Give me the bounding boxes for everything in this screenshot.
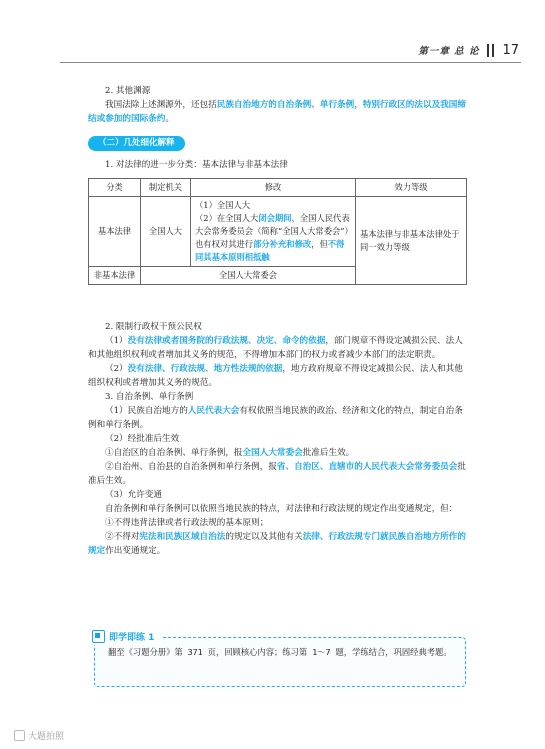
- paragraph: [88, 98, 466, 126]
- table-cell: 非基本法律: [89, 267, 141, 285]
- section-other-sources: [88, 84, 466, 126]
- highlight-text: 不得同其基本原则相抵触: [195, 239, 345, 262]
- table-cell: 基本法律: [89, 197, 141, 267]
- column-header: 制定机关: [141, 179, 191, 197]
- subheading: 1. 对法律的进一步分类：基本法律与非基本法律: [105, 160, 288, 170]
- text: （1）民族自治地方的: [105, 406, 188, 416]
- highlight-text: 全国人大常委会: [242, 448, 303, 458]
- paragraph: [88, 404, 466, 432]
- watermark: [14, 729, 64, 742]
- practice-box: [88, 628, 468, 688]
- text: ，地方政府规章不得设定减损公民、法人和其他组织权利或者增加其义务的规范。: [88, 364, 463, 388]
- highlight-text: 省、自治区、直辖市的人民代表大会常务委员会: [276, 462, 458, 472]
- text: ，全国人民代表大会常务委员会（简称“全国人大常委会”）也有权对其进行: [195, 213, 350, 249]
- paragraph: 自治条例和单行条例可以依照当地民族的特点，对法律和行政法规的规定作出变通规定，但：: [105, 504, 458, 514]
- header-divider: [487, 44, 489, 57]
- highlight-text: 民族自治地方的自治条例、单行条例，特别行政区的法以及我国缔结或参加的国际条约: [88, 100, 466, 124]
- table-cell: 全国人大常委会: [141, 267, 356, 285]
- text: ①自治区的自治条例、单行条例，报: [105, 448, 243, 458]
- highlight-text: 闭会期间: [258, 213, 292, 223]
- column-header: 分类: [89, 179, 141, 197]
- subheading: 2. 限制行政权干预公民权: [105, 322, 202, 332]
- cell-line: [195, 212, 351, 264]
- table-row: [89, 197, 467, 267]
- practice-text: 翻至《习题分册》第 371 页，回顾核心内容；练习第 1～7 题，学练结合，巩固经典考题。: [108, 647, 452, 657]
- highlight-text: 宪法和民族区域自治法: [139, 532, 226, 542]
- paragraph: （3）允许变通: [105, 490, 163, 500]
- watermark-text: 大题拍照: [28, 732, 65, 742]
- header-rule: [60, 62, 521, 63]
- practice-icon: [92, 630, 105, 643]
- subheading: 3. 自治条例、单行条例: [105, 392, 194, 402]
- section-heading-tag: （二）几处细化解释: [88, 136, 185, 151]
- text: 我国法除上述渊源外，还包括: [105, 100, 217, 110]
- paragraph: [88, 530, 466, 558]
- chapter-title: 第一章 总 论: [418, 46, 480, 57]
- practice-label-text: 即学即练 1: [109, 633, 155, 643]
- text: 批准后生效。: [88, 462, 466, 486]
- section-body: [88, 320, 466, 558]
- law-classification-table: [88, 178, 467, 285]
- paragraph: [88, 446, 466, 460]
- paragraph: （2）经批准后生效: [105, 434, 180, 444]
- paragraph: [88, 460, 466, 488]
- paragraph: [88, 362, 466, 390]
- text: ②不得对: [105, 532, 140, 542]
- text: 批准后生效。: [302, 448, 355, 458]
- highlight-text: 人民代表大会: [187, 406, 240, 416]
- text: ，部门规章不得设定减损公民、法人和其他组织权利或者增加其义务的规范，不得增加本部门的权力或者减少本部门的法定职责。: [88, 336, 463, 360]
- text: 作出变通规定。: [105, 546, 166, 556]
- subheading-block: [88, 158, 466, 172]
- page-number: 17: [502, 42, 519, 58]
- text: 。: [165, 114, 174, 124]
- practice-label: [88, 628, 162, 645]
- highlight-text: 没有法律、行政法规、地方性法规的依据: [127, 364, 283, 374]
- table-cell: [191, 197, 356, 267]
- header-divider: [492, 44, 494, 57]
- paragraph: [88, 334, 466, 362]
- table-header-row: [89, 179, 467, 197]
- paragraph: ①不得违背法律或者行政法规的基本原则；: [105, 518, 269, 528]
- watermark-icon: [14, 730, 25, 741]
- highlight-text: 没有法律或者国务院的行政法规、决定、命令的依据: [127, 336, 326, 346]
- table-cell: 基本法律与非基本法律处于同一效力等级: [356, 197, 467, 285]
- table-cell: 全国人大: [141, 197, 191, 267]
- highlight-text: 法律、行政法规专门就民族自治地方所作的规定: [88, 532, 466, 556]
- text: 有权依照当地民族的政治、经济和文化的特点，制定自治条例和单行条例。: [88, 406, 463, 430]
- column-header: 效力等级: [356, 179, 467, 197]
- text: （2）: [105, 364, 128, 374]
- cell-line: （1）全国人大: [195, 200, 251, 210]
- highlight-text: 部分补充和修改: [253, 239, 312, 249]
- running-header: [418, 41, 519, 59]
- text: ②自治州、自治县的自治条例和单行条例，报: [105, 462, 277, 472]
- subheading: 2. 其他渊源: [105, 86, 151, 96]
- text: 的规定以及其他有关: [225, 532, 303, 542]
- text: （1）: [105, 336, 128, 346]
- text: （2）在全国人大: [195, 213, 259, 223]
- text: ，但: [311, 239, 328, 249]
- column-header: 修改: [191, 179, 356, 197]
